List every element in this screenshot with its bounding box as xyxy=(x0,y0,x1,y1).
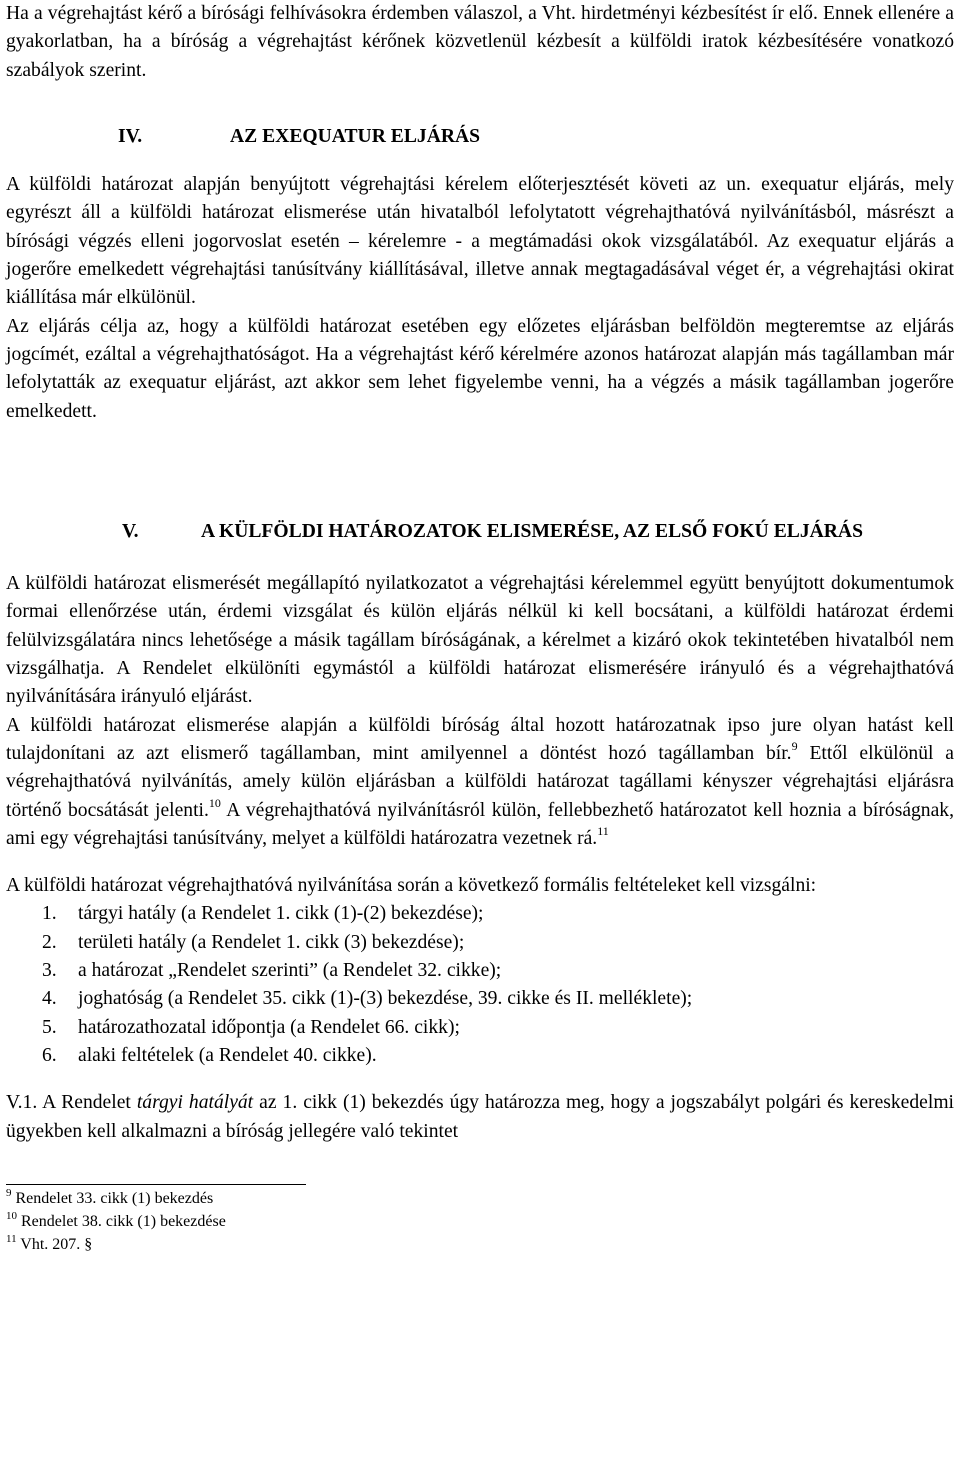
paragraph-recognition-2 xyxy=(6,712,954,853)
footnote-number: 11 xyxy=(6,1232,17,1245)
paragraph-exequatur-2: Az eljárás célja az, hogy a külföldi határozat esetében egy előzetes eljárásban belföldön megteremtse az eljárás jogcímét, ezáltal a végrehajthatóságot. Ha a végrehajtást kérő kérelmére azonos határozat alapján más tagállamban már lefolytatták az exequatur eljárást, azt akkor sem lehet figyelembe venni, ha a végzés a másik tagállamban jogerőre emelkedett. xyxy=(6,315,954,422)
footnote-text: Rendelet 33. cikk (1) bekezdés xyxy=(11,1189,214,1207)
footnote-ref[interactable]: 10 xyxy=(208,795,221,810)
list-number: 2. xyxy=(42,931,57,953)
list-item xyxy=(6,957,954,985)
paragraph-conditions: A külföldi határozat végrehajthatóvá nyilvánítása során a következő formális feltételeket kell vizsgálni: xyxy=(6,875,817,897)
section-heading-iv xyxy=(6,123,954,151)
list-number: 4. xyxy=(42,988,57,1010)
text-segment: az 1. cikk (1) bekezdés úgy határozza meg, hogy a jogszabályt polgári és kereskedelmi ügyekben kell alkalmazni a bíróság jellegére való tekintet xyxy=(6,1092,955,1142)
list-item xyxy=(6,1042,954,1070)
list-text: alaki feltételek (a Rendelet 40. cikke). xyxy=(78,1044,377,1066)
footnote-divider xyxy=(6,1184,306,1185)
section-number: V. xyxy=(122,520,139,542)
footnote-ref[interactable]: 9 xyxy=(791,738,798,753)
footnote-text: Vht. 207. § xyxy=(16,1235,93,1253)
list-item xyxy=(6,1014,954,1042)
text-segment: A külföldi határozat elismerése alapján a külföldi bíróság által hozott határozatnak ipso jure olyan hatást kell tulajdonítani az azt elismerő tagállamban, mint amilyennel a döntést hozó tagállamban bír. xyxy=(6,714,954,764)
list-number: 6. xyxy=(42,1044,57,1066)
paragraph-exequatur-1: A külföldi határozat alapján benyújtott végrehajtási kérelem előterjesztését követi az un. exequatur eljárás, mely egyrészt áll a külföldi határozat elismerése után hivatalból lefolytatott végrehajthatóvá nyilvánításból, másrészt a bírósági végzés elleni jogorvoslat esetén – kérelemre - a megtámadási okok vizsgálatából. Az exequatur eljárás a jogerőre emelkedett végrehajtási tanúsítvány kiállításával, illetve annak megtagadásával véget ér, a végrehajtási okirat kiállítása már elkülönül. xyxy=(6,174,954,309)
section-title: A KÜLFÖLDI HATÁROZATOK ELISMERÉSE, AZ ELSŐ FOKÚ ELJÁRÁS xyxy=(201,520,863,542)
text-segment: Ettől elkülönül a végrehajthatóvá nyilvánítás, amely külön eljárásban a külföldi határozat tagállami kényszer végrehajtási eljárásra történő bocsátását jelenti. xyxy=(6,742,954,821)
section-heading-v xyxy=(6,518,954,546)
footnote-number: 9 xyxy=(6,1186,12,1199)
paragraph-intro: Ha a végrehajtást kérő a bírósági felhívásokra érdemben válaszol, a Vht. hirdetményi kézbesítést ír elő. Ennek ellenére a gyakorlatban, ha a bíróság a végrehajtást kérőnek közvetlenül kézbesít a külföldi iratok kézbesítésére vonatkozó szabályok szerint. xyxy=(6,3,954,81)
list-text: tárgyi hatály (a Rendelet 1. cikk (1)-(2) bekezdése); xyxy=(78,903,484,925)
list-text: a határozat „Rendelet szerinti” (a Rendelet 32. cikke); xyxy=(78,960,502,982)
section-title: AZ EXEQUATUR ELJÁRÁS xyxy=(230,125,481,147)
section-number: IV. xyxy=(118,125,143,147)
list-number: 5. xyxy=(42,1016,57,1038)
list-item xyxy=(6,900,954,928)
list-item xyxy=(6,929,954,957)
conditions-list xyxy=(6,900,954,1070)
list-text: joghatóság (a Rendelet 35. cikk (1)-(3) bekezdése, 39. cikke és II. melléklete); xyxy=(78,988,693,1010)
footnote-text: Rendelet 38. cikk (1) bekezdése xyxy=(17,1212,226,1230)
footnote-ref[interactable]: 11 xyxy=(597,823,609,838)
paragraph-v1 xyxy=(6,1089,954,1146)
italic-term: tárgyi hatályát xyxy=(136,1092,254,1114)
footnotes xyxy=(6,1187,954,1256)
text-segment: V.1. A Rendelet xyxy=(6,1092,137,1114)
text-segment: A végrehajthatóvá nyilvánításról külön, fellebbezhető határozatot kell hoznia a bíróságnak, ami egy végrehajtási tanúsítvány, melyet a külföldi határozatra vezetnek rá. xyxy=(6,799,954,849)
list-item xyxy=(6,985,954,1013)
document-page xyxy=(6,0,954,1256)
list-text: határozathozatal időpontja (a Rendelet 66. cikk); xyxy=(78,1016,460,1038)
footnote xyxy=(6,1210,954,1233)
footnote-number: 10 xyxy=(6,1209,17,1222)
list-text: területi hatály (a Rendelet 1. cikk (3) bekezdése); xyxy=(78,931,465,953)
footnote xyxy=(6,1233,954,1256)
list-number: 3. xyxy=(42,960,57,982)
paragraph-recognition-1: A külföldi határozat elismerését megállapító nyilatkozatot a végrehajtási kérelemmel együtt benyújtott dokumentumok formai ellenőrzése után, érdemi vizsgálat és külön eljárás nélkül ki kell bocsátani, a külföldi határozat érdemi felülvizsgálatára nincs lehetősége a másik tagállam bíróságának, a kérelmet a kizáró okok tekintetében hivatalból nem vizsgálhatja. A Rendelet elkülöníti egymástól a külföldi határozat elismerésére irányuló és a végrehajthatóvá nyilvánítására irányuló eljárást. xyxy=(6,573,954,708)
footnote xyxy=(6,1187,954,1210)
list-number: 1. xyxy=(42,903,57,925)
